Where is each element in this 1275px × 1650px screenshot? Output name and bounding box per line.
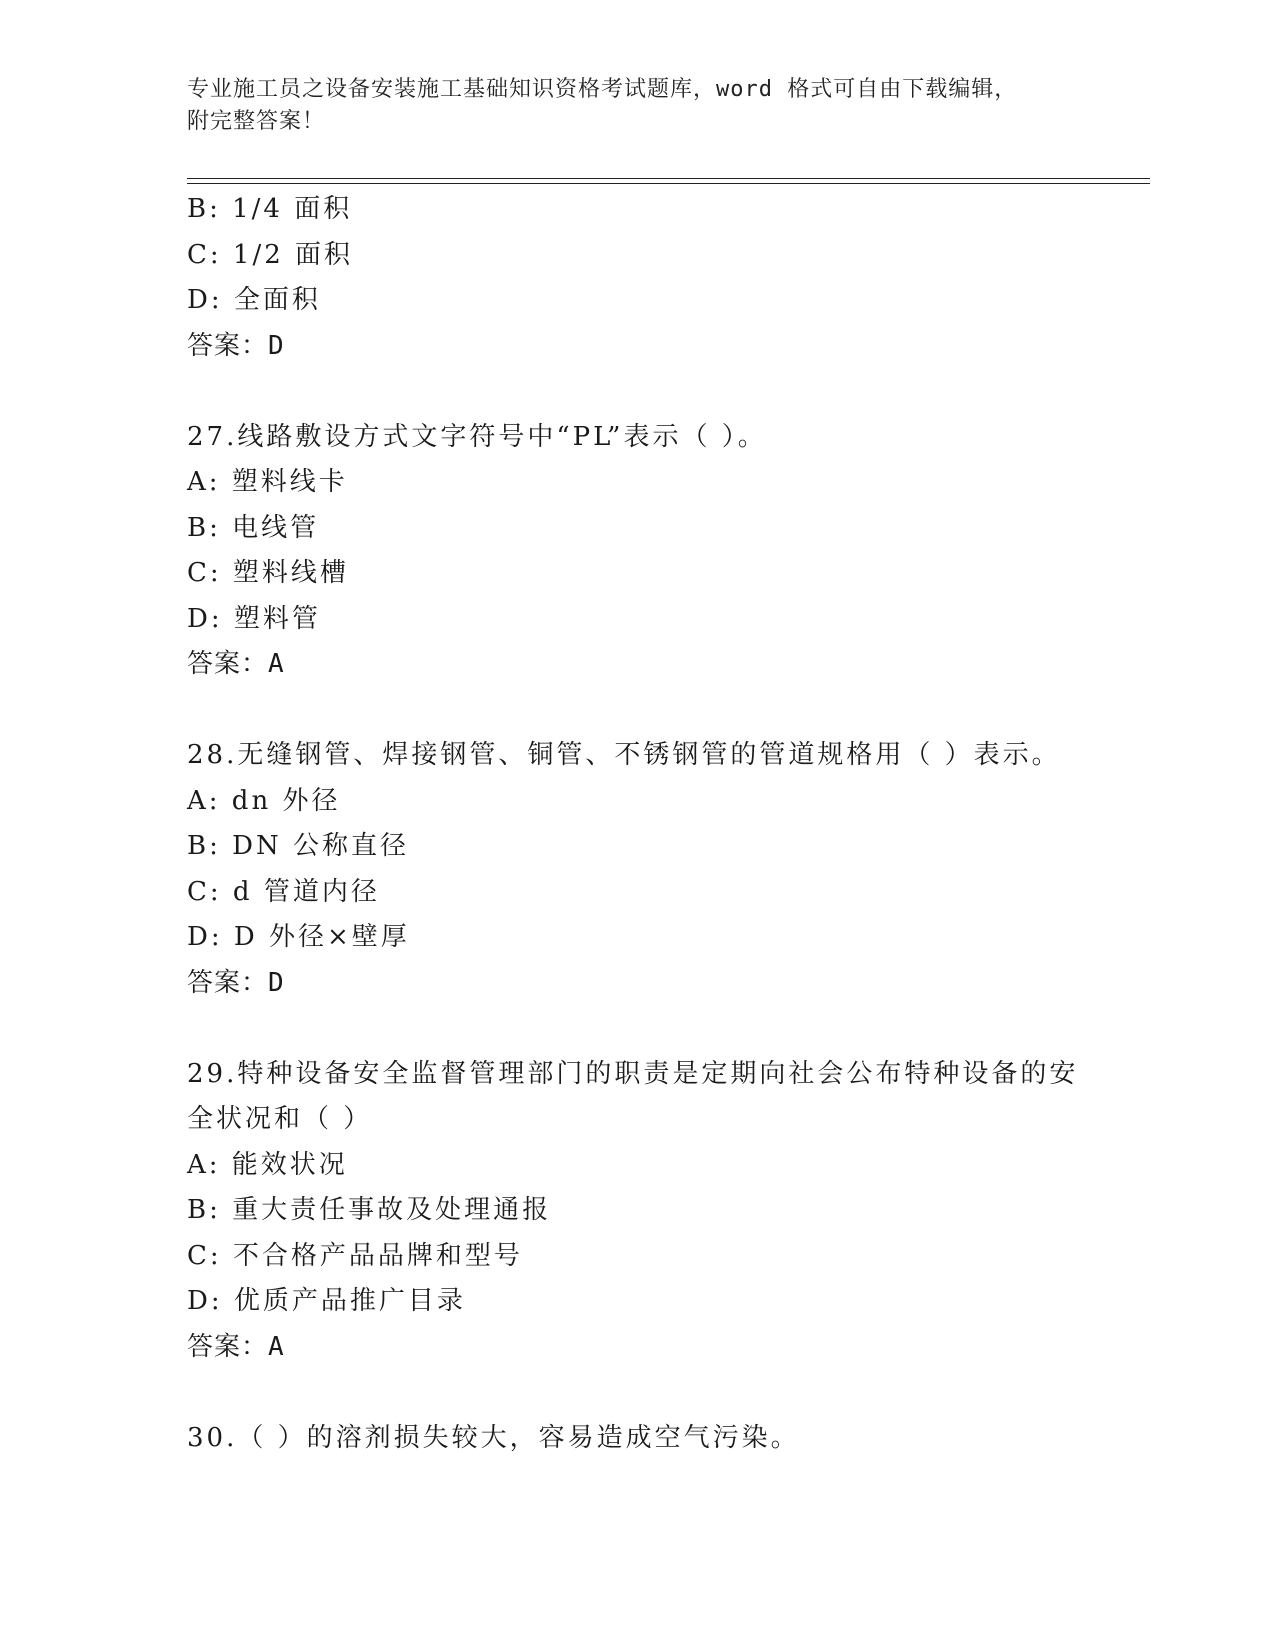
option-b: B: 电线管 (187, 512, 320, 543)
option-b: B: 1/4 面积 (187, 194, 353, 224)
question-27 (187, 415, 1087, 688)
answer-line: 答案：D (187, 330, 285, 361)
question-stem: 27.线路敷设方式文字符号中“PL”表示（ ）。 (187, 421, 767, 452)
option-d: D: 优质产品推广目录 (187, 1286, 466, 1316)
header-rule-top (187, 178, 1150, 179)
option-c: C: 塑料线槽 (187, 558, 349, 588)
answer-line: 答案：A (187, 649, 285, 679)
header-line-2: 附完整答案！ (187, 109, 326, 134)
document-body (187, 187, 1087, 1461)
option-c: C: d 管道内径 (187, 876, 380, 907)
option-a: A: 塑料线卡 (187, 467, 348, 497)
question-stem: 30.（ ）的溶剂损失较大，容易造成空气污染。 (187, 1422, 800, 1453)
document-header (187, 74, 1067, 138)
option-a: A: 能效状况 (187, 1149, 348, 1180)
question-stem: 28.无缝钢管、焊接钢管、铜管、不锈钢管的管道规格用（ ）表示。 (187, 740, 1061, 770)
option-c: C: 不合格产品品牌和型号 (187, 1240, 523, 1271)
question-29 (187, 1052, 1087, 1371)
header-rule-bottom (187, 183, 1150, 184)
question-26-tail (187, 187, 1087, 369)
answer-line: 答案：D (187, 967, 285, 998)
option-c: C: 1/2 面积 (187, 239, 354, 270)
option-b: B: 重大责任事故及处理通报 (187, 1195, 552, 1225)
option-d: D: D 外径×壁厚 (187, 922, 410, 952)
answer-line: 答案：A (187, 1331, 285, 1362)
question-stem-line-1: 29.特种设备安全监督管理部门的职责是定期向社会公布特种设备的安 (187, 1058, 1079, 1089)
option-b: B: DN 公称直径 (187, 831, 409, 861)
option-a: A: dn 外径 (187, 785, 341, 816)
option-d: D: 塑料管 (187, 603, 321, 634)
question-stem-line-2: 全状况和（ ） (187, 1104, 373, 1134)
question-28 (187, 733, 1087, 1006)
header-line-1: 专业施工员之设备安装施工基础知识资格考试题库，word 格式可自由下载编辑， (187, 77, 1018, 102)
option-d: D: 全面积 (187, 285, 321, 315)
question-30 (187, 1416, 1087, 1462)
